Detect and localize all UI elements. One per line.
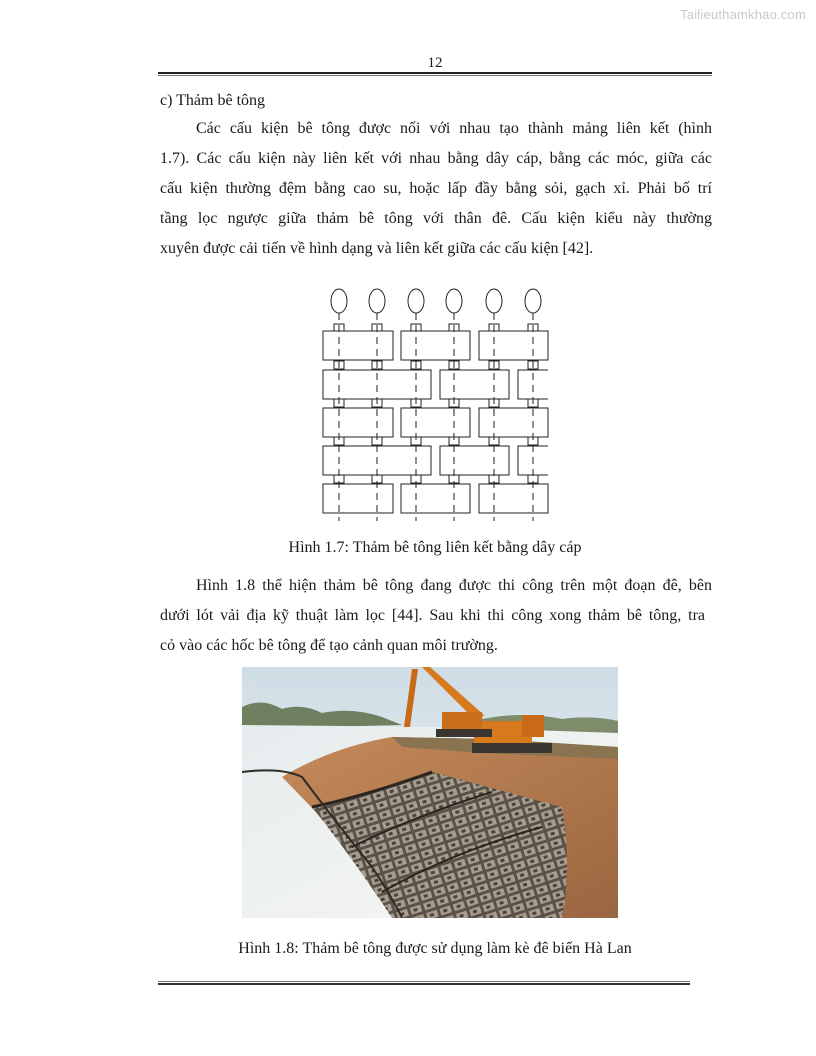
paragraph-line: Các cấu kiện bê tông được nối với nhau tạo thành mảng liên kết (hình — [196, 120, 712, 137]
page-number: 12 — [427, 55, 443, 71]
figure-2-caption: Hình 1.8: Thảm bê tông được sử dụng làm kè đê biển Hà Lan — [238, 940, 632, 957]
watermark: Tailieuthamkhao.com — [680, 7, 806, 22]
dyke-construction-photo — [242, 667, 618, 918]
paragraph-line: Hình 1.8 thể hiện thảm bê tông đang được thi công trên một đoạn đê, bên — [196, 577, 712, 594]
figure-1-caption: Hình 1.7: Thảm bê tông liên kết bằng dây cáp — [288, 539, 582, 556]
cable-loop — [486, 289, 502, 313]
cable-loop — [525, 289, 541, 313]
concrete-mat-cable-diagram — [318, 283, 554, 521]
paragraph-line: tầng lọc ngược giữa thảm bê tông với thân đê. Cấu kiện kiểu này thường — [160, 210, 712, 227]
paragraph-line: xuyên được cải tiến về hình dạng và liên kết giữa các cấu kiện [42]. — [160, 240, 594, 257]
cable-loop — [408, 289, 424, 313]
paragraph-line: cấu kiện thường đệm bằng cao su, hoặc lấp đầy bằng sỏi, gạch xỉ. Phải bố trí — [160, 180, 712, 197]
paragraph-line: dưới lót vải địa kỹ thuật làm lọc [44]. Sau khi thi công xong thảm bê tông, tra — [160, 607, 705, 624]
paragraph-line: 1.7). Các cấu kiện này liên kết với nhau bằng dây cáp, bằng các móc, giữa các — [160, 150, 712, 167]
cable-loop — [369, 289, 385, 313]
paragraph-line: cỏ vào các hốc bê tông để tạo cảnh quan môi trường. — [160, 637, 498, 654]
footer-rule — [158, 981, 690, 985]
cable-loop — [446, 289, 462, 313]
cable-loop — [331, 289, 347, 313]
header-rule — [158, 72, 712, 76]
section-heading: c) Thảm bê tông — [160, 92, 266, 109]
